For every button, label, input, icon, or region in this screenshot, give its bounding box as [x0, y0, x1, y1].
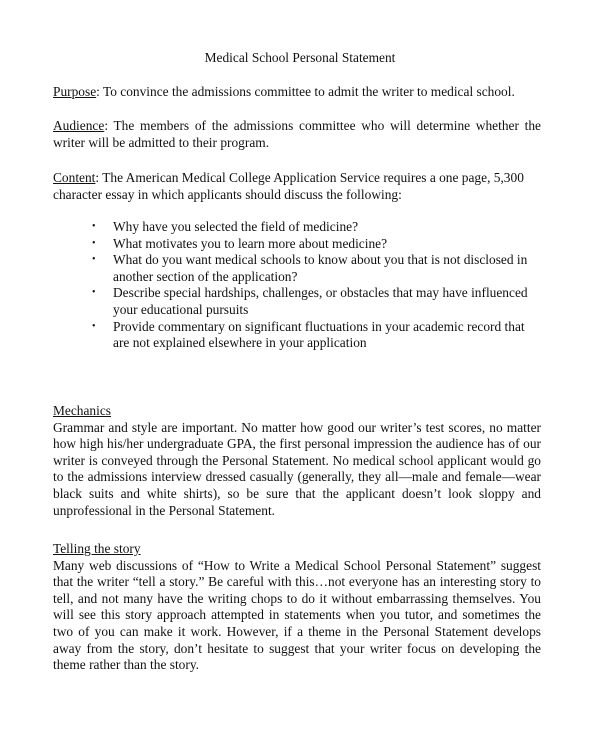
- document-title: Medical School Personal Statement: [204, 50, 396, 65]
- list-item: [92, 219, 541, 236]
- telling-story-section: [53, 541, 541, 674]
- telling-story-heading: Telling the story: [53, 541, 141, 556]
- bullet-icon: •: [92, 320, 96, 332]
- purpose-label: Purpose: [53, 84, 97, 99]
- audience-paragraph: [53, 118, 541, 151]
- content-text: : The American Medical College Application Service requires a one page, 5,300 character essay in which applicants should discuss the following:: [53, 170, 524, 202]
- list-item-text: Provide commentary on significant fluctuations in your academic record that are not explained elsewhere in your application: [113, 318, 525, 351]
- mechanics-heading: Mechanics: [53, 403, 112, 418]
- purpose-text: : To convince the admissions committee to admit the writer to medical school.: [96, 84, 515, 99]
- telling-story-text: Many web discussions of “How to Write a Medical School Personal Statement” suggest that the writer “tell a story.” Be careful with this…not everyone has an interesting story to tell, and not many have the writing chops to do it without embarrassing themselves. You will see this story approach attempted in statements when you tutor, and sometimes the two of you can make it work. However, if a theme in the Personal Statement develops away from the story, don’t hesitate to suggest that your writer focus on developing the theme rather than the story.: [53, 557, 541, 673]
- bullet-icon: •: [92, 237, 96, 249]
- purpose-paragraph: [53, 84, 541, 101]
- content-label: Content: [53, 170, 96, 185]
- audience-text: : The members of the admissions committee who will determine whether the writer will be admitted to their program.: [53, 118, 541, 150]
- bullet-icon: •: [92, 221, 96, 232]
- list-item-text: What do you want medical schools to know about you that is not disclosed in another section of the application?: [113, 252, 528, 284]
- content-paragraph: [53, 170, 541, 203]
- content-bullet-list: [92, 219, 541, 352]
- mechanics-text: Grammar and style are important. No matter how good our writer’s test scores, no matter how high his/her undergraduate GPA, the first personal impression the audience has of our writer is conveyed through the Personal Statement. No medical school applicant would go to the admissions interview dressed casually (generally, they all—male and female—wear black suits and white shirts), so be sure that the applicant doesn’t look sloppy and unprofessional in the Personal Statement.: [53, 419, 541, 518]
- list-item-text: Why have you selected the field of medicine?: [113, 219, 359, 234]
- mechanics-section: [53, 403, 541, 519]
- audience-label: Audience: [53, 118, 105, 133]
- list-item: [92, 319, 541, 352]
- bullet-icon: •: [92, 287, 96, 299]
- list-item: [92, 236, 541, 253]
- list-item: [92, 285, 541, 318]
- bullet-icon: •: [92, 254, 96, 266]
- list-item: [92, 252, 541, 285]
- list-item-text: Describe special hardships, challenges, or obstacles that may have influenced your educational pursuits: [113, 285, 528, 317]
- list-item-text: What motivates you to learn more about medicine?: [113, 235, 388, 251]
